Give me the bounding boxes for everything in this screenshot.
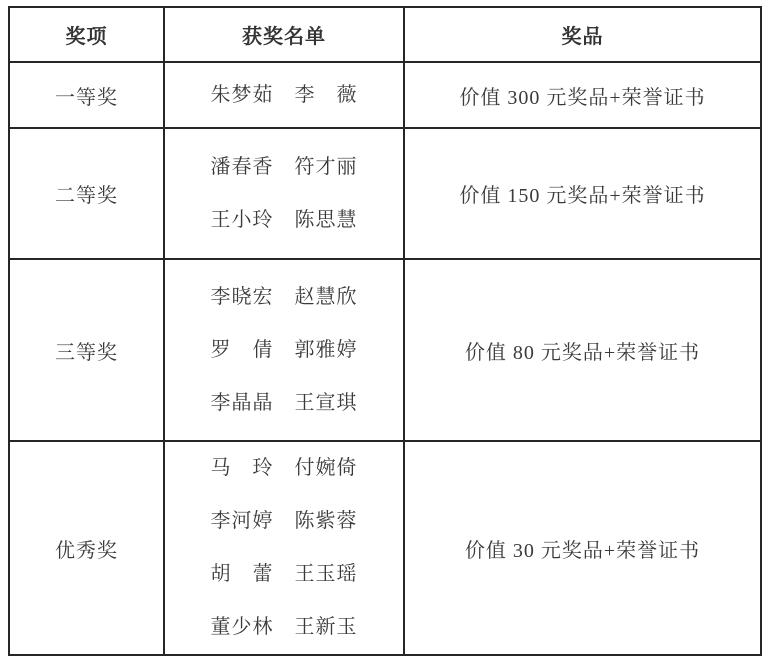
prize-cell <box>404 259 761 441</box>
prize-cell <box>404 441 761 655</box>
table-row-third-prize <box>9 259 761 441</box>
header-cell-prize: 奖品 <box>404 7 761 62</box>
winners-cell <box>164 128 404 259</box>
winner-line: 董少林 王新玉 <box>210 616 358 638</box>
prize-label: 价值 30 元奖品+荣誉证书 <box>464 539 701 562</box>
winner-line: 朱梦茹 李 薇 <box>210 83 358 106</box>
winner-line: 罗 倩 郭雅婷 <box>210 338 358 361</box>
winner-line: 马 玲 付婉倚 <box>210 457 358 479</box>
table-row-second-prize <box>9 128 761 259</box>
winners-cell <box>164 62 404 128</box>
winner-line: 李晶晶 王宣琪 <box>210 391 358 414</box>
winner-line: 王小玲 陈思慧 <box>210 208 358 231</box>
prize-cell <box>404 62 761 128</box>
prize-label: 价值 80 元奖品+荣誉证书 <box>464 341 701 364</box>
winners-cell <box>164 441 404 655</box>
award-cell <box>9 128 164 259</box>
winner-line: 胡 蕾 王玉瑶 <box>210 563 358 585</box>
table-row-excellence-prize <box>9 441 761 655</box>
winners-cell <box>164 259 404 441</box>
table-row-first-prize <box>9 62 761 128</box>
award-cell <box>9 62 164 128</box>
prize-label: 价值 150 元奖品+荣誉证书 <box>459 185 706 207</box>
winner-line: 潘春香 符才丽 <box>210 155 358 178</box>
winner-line: 李河婷 陈紫蓉 <box>210 510 358 532</box>
awards-table <box>8 6 762 656</box>
award-label: 二等奖 <box>55 185 118 207</box>
award-label: 一等奖 <box>55 86 118 109</box>
prize-label: 价值 300 元奖品+荣誉证书 <box>459 86 706 109</box>
prize-cell <box>404 128 761 259</box>
header-cell-award: 奖项 <box>9 7 164 62</box>
header-cell-winners: 获奖名单 <box>164 7 404 62</box>
header-row <box>9 7 761 62</box>
award-label: 优秀奖 <box>55 539 118 562</box>
award-label: 三等奖 <box>55 341 118 364</box>
award-cell <box>9 259 164 441</box>
winner-line: 李晓宏 赵慧欣 <box>210 285 358 308</box>
award-cell <box>9 441 164 655</box>
